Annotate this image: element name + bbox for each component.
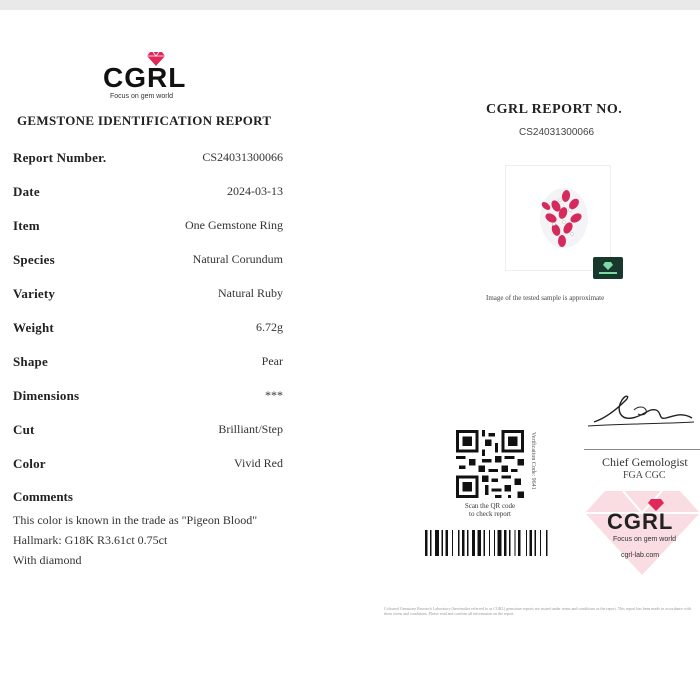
barcode-bar [425, 530, 428, 556]
top-bar [0, 0, 700, 10]
field-value: *** [265, 388, 283, 402]
comment-line: Hallmark: G18K R3.61ct 0.75ct [13, 533, 168, 547]
field-label: Report Number. [13, 150, 107, 165]
field-value: Pear [261, 354, 283, 368]
barcode-bar [430, 530, 431, 556]
barcode-bar [462, 530, 465, 556]
field-label: Color [13, 456, 46, 471]
field-value: Vivid Red [234, 456, 283, 470]
qr-caption [455, 502, 525, 518]
field-label: Date [13, 184, 40, 199]
verification-code-text: Verification Code: 9641 [530, 432, 536, 490]
barcode-bar [458, 530, 459, 556]
field-dimensions [13, 388, 283, 408]
barcode-bar [484, 530, 485, 556]
barcode-bar [526, 530, 527, 556]
stamp-url: cgrl-lab.com [621, 552, 660, 559]
qr-caption-line: to check report [469, 510, 511, 518]
comment-line: With diamond [13, 553, 82, 567]
field-weight [13, 320, 283, 340]
qr-code-icon[interactable] [456, 430, 524, 498]
barcode-bar [498, 530, 502, 556]
brand-tagline: Focus on gem world [110, 93, 174, 100]
comment-line: This color is known in the trade as "Pigeon Blood" [13, 513, 258, 527]
lab-seal-icon [593, 257, 623, 279]
field-value: 6.72g [256, 320, 283, 334]
field-value: 2024-03-13 [227, 184, 283, 198]
field-species [13, 252, 283, 272]
field-value: Natural Corundum [192, 252, 283, 266]
field-label: Dimensions [13, 388, 80, 403]
comments-label: Comments [13, 489, 73, 504]
barcode-bar [477, 530, 481, 556]
barcode-bar [514, 530, 515, 556]
report-title: GEMSTONE IDENTIFICATION REPORT [17, 113, 272, 128]
barcode-bar [472, 530, 475, 556]
signer-credentials: FGA CGC [623, 470, 666, 481]
qr-caption-line: Scan the QR code [464, 502, 516, 510]
barcode-bar [494, 530, 495, 556]
barcode-bar [489, 530, 490, 556]
signer-title: Chief Gemologist [602, 455, 688, 469]
sample-photo [505, 165, 611, 271]
barcode-bar [452, 530, 453, 556]
barcode-bar [435, 530, 439, 556]
image-caption: Image of the tested sample is approximate [486, 294, 605, 302]
brand-logo-text: CGRL [103, 62, 187, 93]
barcode-icon [425, 530, 557, 556]
field-date [13, 184, 283, 204]
report-number-value: CS24031300066 [519, 127, 595, 138]
field-value: Brilliant/Step [218, 422, 283, 436]
field-report-number [13, 150, 283, 170]
barcode-bar [467, 530, 468, 556]
barcode-bar [442, 530, 443, 556]
field-value: CS24031300066 [202, 150, 283, 164]
barcode-bar [445, 530, 448, 556]
barcode-bar [518, 530, 521, 556]
barcode-bar [540, 530, 541, 556]
signature-icon [586, 388, 696, 436]
field-label: Weight [13, 320, 54, 335]
fine-print: Coloured Gemstone Research Laboratory (hereinafter referred to as CGRL) gemstone reports are issued under terms and conditions as the report. This report has been made in accordance with these terms and conditions. Please read and confirm all information on the report. [384, 606, 692, 616]
signature-line [584, 449, 700, 450]
field-label: Shape [13, 354, 48, 369]
barcode-bar [504, 530, 507, 556]
field-item [13, 218, 283, 238]
field-value: One Gemstone Ring [185, 218, 283, 232]
stamp-tagline: Focus on gem world [613, 536, 677, 543]
stamp-brand-text: CGRL [607, 509, 674, 534]
field-label: Variety [13, 286, 56, 301]
field-label: Item [13, 218, 40, 233]
barcode-bar [509, 530, 510, 556]
field-variety [13, 286, 283, 306]
barcode-bar [535, 530, 536, 556]
field-shape [13, 354, 283, 374]
field-label: Cut [13, 422, 35, 437]
barcode-bar [530, 530, 533, 556]
barcode-bar [546, 530, 547, 556]
field-color [13, 456, 283, 476]
report-number-title: CGRL REPORT NO. [486, 102, 623, 117]
field-value: Natural Ruby [218, 286, 283, 300]
field-cut [13, 422, 283, 442]
ruby-ring-image [506, 166, 610, 270]
field-label: Species [13, 252, 55, 267]
